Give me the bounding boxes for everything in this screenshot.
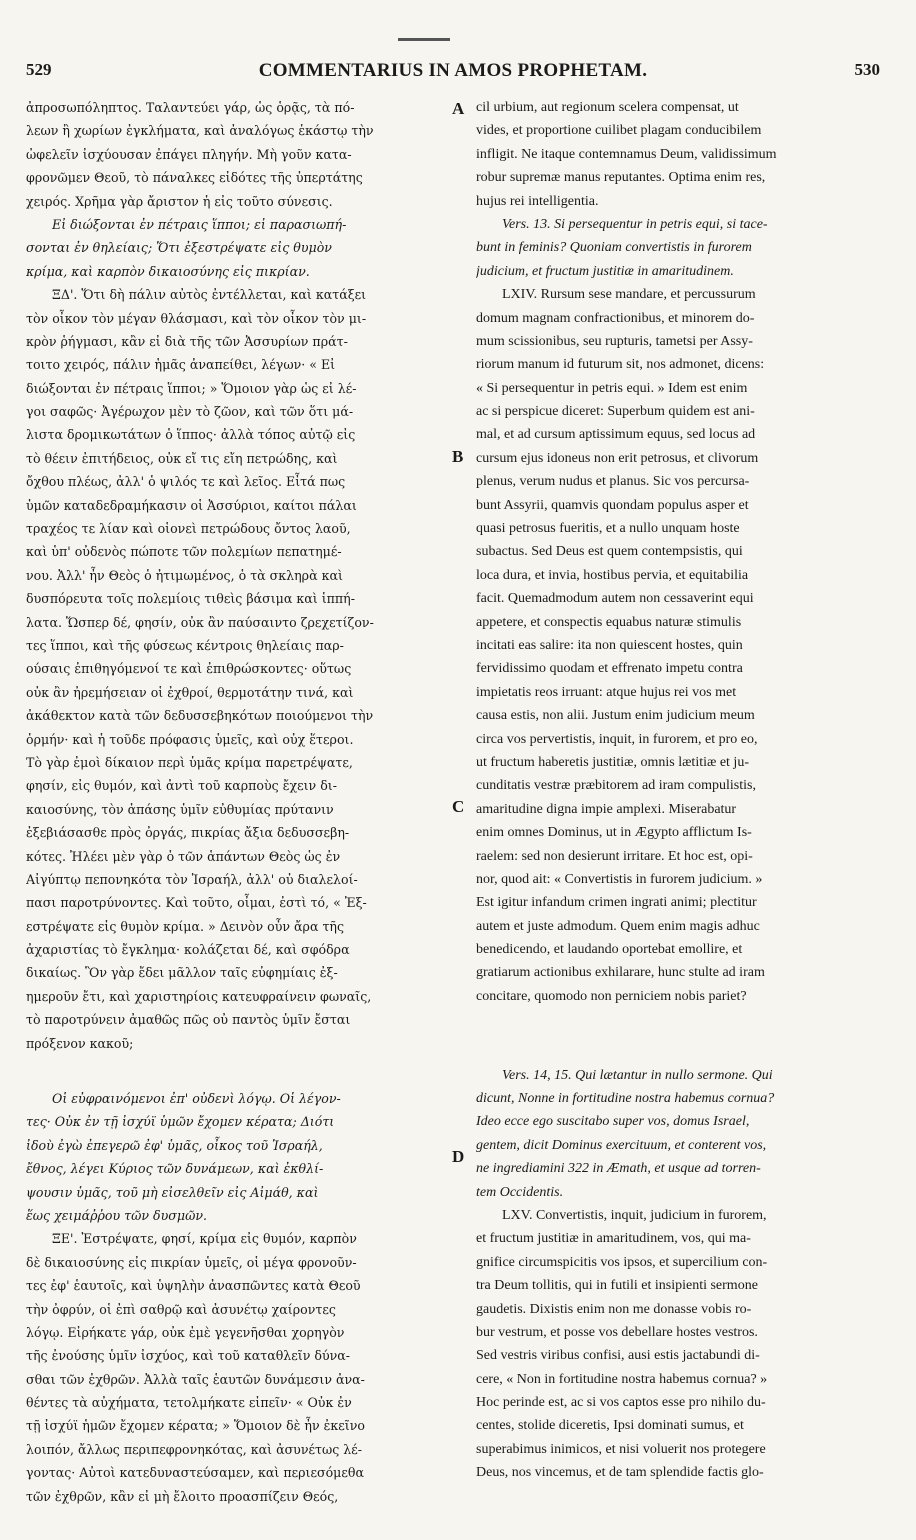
- page-number-left: 529: [26, 60, 52, 79]
- greek-text-line: τὸ παροτρύνειν ἀμαθῶς πῶς οὐ παντὸς ὑμῖν ἔσται: [26, 1012, 351, 1028]
- greek-text-line: τὴν ὀφρύν, οἱ ἐπὶ σαθρῷ καὶ ἀσυνέτῳ χαίροντες: [26, 1301, 336, 1317]
- running-header: [26, 60, 880, 86]
- latin-text-line: cursum ejus idoneus non erit petrosus, et clivorum: [476, 450, 759, 466]
- greek-text-line: λιστα δρομικωτάτων ὁ ἵππος· ἀλλὰ τόπος αὐτῷ εἰς: [26, 427, 356, 443]
- greek-text-line: τῶν ἐχθρῶν, κἂν εἰ μὴ ἔλοιτο προασπίζειν Θεός,: [26, 1488, 339, 1504]
- latin-text-line: impietatis reos irruant: atque hujus rei vos met: [476, 684, 737, 700]
- latin-text-line: quasi petrosus fueritis, et a nullo unquam hoste: [476, 521, 740, 537]
- page-number-right: 530: [854, 60, 880, 79]
- latin-text-line: circa vos pervertistis, inquit, in furorem, et pro eo,: [476, 731, 758, 747]
- latin-text-line: Est igitur infandum crimen ingrati animi; plectitur: [476, 895, 757, 911]
- latin-text-line: vides, et proportione cuilibet plagam conducibilem: [476, 123, 762, 139]
- greek-text-line: χειρός. Χρῆμα γὰρ ἄριστον ἡ εἰς τοῦτο σύνεσις.: [26, 193, 333, 209]
- greek-text-line: δικαίως. Ὃν γὰρ ἔδει μᾶλλον ταῖς εὐφημίαις ἐξ-: [26, 965, 338, 981]
- latin-text-line: gentem, dicit Dominus exercituum, et conterent vos,: [476, 1137, 767, 1153]
- latin-text-line: causa estis, non alii. Justum enim judicium meum: [476, 708, 755, 724]
- greek-text-line: κρὸν ῥήγμασι, κἂν εἰ διὰ τῆς τῶν Ἀσσυρίων πράτ-: [26, 333, 348, 349]
- greek-text-line: γοντας· Αὐτοὶ κατεδυναστεύσαμεν, καὶ περιεσόμεθα: [26, 1465, 364, 1481]
- latin-text-line: et fructum justitiæ in amaritudinem, vos, qui ma-: [476, 1231, 751, 1247]
- latin-text-line: LXIV. Rursum sese mandare, et percussurum: [502, 287, 756, 303]
- latin-text-line: gratiarum actionibus exhilarare, hunc stulte ad iram: [476, 965, 765, 981]
- greek-text-line: τῇ ἰσχύϊ ἡμῶν ἔχομεν κέρατα; » Ὅμοιον δὲ ἦν ἐκεῖνο: [26, 1418, 365, 1434]
- greek-text-line: εστρέψατε εἰς θυμὸν κρίμα. » Δεινὸν οὖν ἄρα τῆς: [26, 918, 345, 934]
- latin-text-line: enim omnes Dominus, ut in Ægypto afflictum Is-: [476, 825, 752, 841]
- greek-text-line: ἔθνος, λέγει Κύριος τῶν δυνάμεων, καὶ ἐκθλί-: [26, 1161, 324, 1177]
- greek-text-line: ούσαις ἐπιθηγόμενοί τε καὶ ἐπιθρώσκοντες· οὕτως: [26, 661, 352, 677]
- greek-text-line: δυσπόρευτα τοῖς πολεμίοις τιθεὶς βάσιμα καὶ ἱππή-: [26, 591, 355, 607]
- latin-text-line: Vers. 13. Si persequentur in petris equi, si tace-: [502, 216, 768, 232]
- greek-text-line: διώξονται ἐν πέτραις ἵπποι; » Ὅμοιον γὰρ ὡς εἰ λέ-: [26, 380, 357, 396]
- latin-text-line: Ideo ecce ego suscitabo super vos, domus Israel,: [476, 1114, 750, 1130]
- greek-text-line: κρίμα, καὶ καρπὸν δικαιοσύνης εἰς πικρίαν.: [26, 263, 310, 279]
- latin-gap: [476, 1032, 880, 1064]
- greek-text-line: πασι παροτρύνοντες. Καὶ τοῦτο, οἶμαι, ἐστὶ τό, « Ἐξ-: [26, 895, 367, 911]
- margin-marker-d: D: [452, 1147, 465, 1166]
- latin-text-line: loca dura, et invia, hostibus pervia, et equitabilia: [476, 567, 749, 583]
- latin-text-line: Deus, nos vincemus, et de tam splendide factis glo-: [476, 1465, 764, 1481]
- greek-text-line: κότες. Ἠλέει μὲν γὰρ ὁ τῶν ἁπάντων Θεὸς ὡς ἐν: [26, 848, 341, 864]
- latin-blank-line: [476, 1008, 880, 1031]
- greek-text-line: τες· Οὐκ ἐν τῇ ἰσχύϊ ὑμῶν ἔχομεν κέρατα; Διότι: [26, 1114, 335, 1130]
- latin-text-line: tra Deum tollitis, qui in futili et insipienti sermone: [476, 1278, 758, 1294]
- latin-text-line: facit. Quemadmodum autem non cessaverint equi: [476, 591, 754, 607]
- latin-text-line: fervidissimo quodam et effrenato impetu contra: [476, 661, 743, 677]
- latin-text-line: tem Occidentis.: [476, 1184, 564, 1200]
- top-rule-mark: [398, 38, 450, 41]
- greek-text-line: θέντες τὰ αὐχήματα, τετολμήκατε εἰπεῖν· « Οὐκ ἐν: [26, 1395, 352, 1411]
- greek-text-line: τοιτο χειρός, πάλιν ἡμᾶς ἀναπείθει, λέγων· « Εἰ: [26, 357, 336, 373]
- greek-text-line: Εἰ διώξονται ἐν πέτραις ἵπποι; εἰ παρασιωπή-: [52, 216, 347, 232]
- greek-text-line: ΞΔ'. Ὅτι δὴ πάλιν αὐτὸς ἐντέλλεται, καὶ κατάξει: [52, 287, 367, 303]
- greek-text-line: Οἱ εὐφραινόμενοι ἐπ' οὐδενὶ λόγῳ. Οἱ λέγον-: [52, 1091, 341, 1107]
- latin-text-line: bur vestrum, et posse vos debellare hostes vestros.: [476, 1324, 758, 1340]
- latin-text-line: subactus. Sed Deus est quem contempsistis, qui: [476, 544, 743, 560]
- greek-text-line: φρονῶμεν Θεοῦ, τὸ πάναλκες εἰδότες τῆς ὑπερτάτης: [26, 170, 363, 186]
- latin-text-line: cere, « Non in fortitudine nostra habemus cornua? »: [476, 1371, 768, 1387]
- greek-column: [26, 96, 465, 1508]
- latin-text-line: gaudetis. Dixistis enim non me donasse vobis ro-: [476, 1301, 752, 1317]
- greek-text-line: ὑμῶν καταδεδραμήκασιν οἱ Ἀσσύριοι, καίτοι πάλαι: [26, 497, 357, 513]
- greek-text-line: ημεροῦν ἔτι, καὶ χαριστηρίοις κατευφραίνειν φωναῖς,: [26, 988, 372, 1004]
- latin-text-line: bunt Assyrii, quamvis quondam populus asper et: [476, 497, 749, 513]
- latin-text-line: superabimus inimicos, et nisi voluerit nos protegere: [476, 1441, 766, 1457]
- greek-text-line: τὸν οἶκον τὸν μέγαν θλάσμασι, καὶ τὸν οἶκον τὸν μι-: [26, 310, 367, 326]
- greek-text-line: τῆς ἐνούσης ὑμῖν ἰσχύος, καὶ τοῦ καταθλεῖν δύνα-: [26, 1348, 351, 1364]
- margin-marker-b: B: [452, 447, 464, 466]
- greek-text-line: Αἰγύπτῳ πεπονηκότα τὸν Ἰσραήλ, ἀλλ' οὐ διαλελοί-: [26, 871, 358, 887]
- latin-text-line: mum scissionibus, seu rupturis, tametsi per Assy-: [476, 333, 753, 349]
- latin-text-line: judicium, et fructum justitiæ in amaritudinem.: [476, 263, 734, 279]
- latin-text-line: bunt in feminis? Quoniam convertistis in furorem: [476, 240, 752, 256]
- latin-text-line: cunditatis vestræ præbitorem ad iram compulistis,: [476, 778, 756, 794]
- latin-text-line: dicunt, Nonne in fortitudine nostra habemus cornua?: [476, 1091, 775, 1107]
- latin-text-line: concitare, quomodo non perniciem nobis pariet?: [476, 988, 747, 1004]
- latin-text-line: ne ingrediamini 322 in Æmath, et usque ad torren-: [476, 1161, 761, 1177]
- latin-text-line: cil urbium, aut regionum scelera compensat, ut: [476, 100, 739, 115]
- latin-text-line: domum magnam confractionibus, et minorem do-: [476, 310, 755, 326]
- latin-text-line: Sed vestris viribus confisi, ausi estis jactabundi di-: [476, 1348, 760, 1364]
- greek-gap: [26, 1055, 462, 1087]
- greek-text-line: δὲ δικαιοσύνης εἰς πικρίαν ὑμεῖς, οἱ μέγα φρονοῦν-: [26, 1254, 357, 1270]
- greek-text-line: ἐξεβιάσασθε πρὸς ὀργάς, πικρίας ἄξια δεδυσσεβη-: [26, 825, 350, 841]
- greek-text-line: σθαι τῶν ἐχθρῶν. Ἀλλὰ ταῖς ἑαυτῶν δυνάμεσιν ἀνα-: [26, 1371, 365, 1387]
- greek-text-line: τὸ θέειν ἐπιτήδειος, οὐκ εἴ τις εἴη πετρώδης, καὶ: [26, 450, 338, 466]
- greek-text-line: ἀχαριστίας τὸ ἔγκλημα· κολάζεται δέ, καὶ σφόδρα: [26, 942, 350, 958]
- latin-text-line: gnifice circumspicitis vos ipsos, et supercilium con-: [476, 1254, 768, 1270]
- greek-text-line: καιοσύνης, τὸν ἁπάσης ὑμῖν εὐθυμίας πρύτανιν: [26, 801, 334, 817]
- latin-text-line: raelem: sed non desierunt irritare. Et hoc est, opi-: [476, 848, 753, 864]
- latin-text-line: ut fructum haberetis justitiæ, omnis lætitiæ et ju-: [476, 754, 749, 770]
- latin-text-line: incitati eas salire: ita non quiescent hostes, quin: [476, 637, 743, 653]
- latin-text-line: appetere, et conspectis equabus naturæ stimulis: [476, 614, 742, 630]
- greek-text-line: ΞΕ'. Ἐστρέψατε, φησί, κρίμα εἰς θυμόν, καρπὸν: [52, 1231, 357, 1247]
- latin-text-line: ac si perspicue diceret: Superbum quidem est ani-: [476, 404, 755, 420]
- greek-text-line: λεων ἢ χωρίων ἐγκλήματα, καὶ ἀναλόγως ἑκάστῳ τὴν: [26, 123, 374, 139]
- greek-text-line: πρόξενον κακοῦ;: [26, 1035, 134, 1051]
- greek-text-line: ἕως χειμάῤῥου τῶν δυσμῶν.: [26, 1207, 207, 1223]
- greek-text-line: ὄχθου πλέως, ἀλλ' ὁ ψιλός τε καὶ λεῖος. Εἶτά πως: [26, 474, 346, 490]
- greek-text-line: γοι σαφῶς· Ἀγέρωχον μὲν τὸ ζῶον, καὶ τῶν ὅτι μά-: [26, 404, 354, 420]
- greek-text-line: λατα. Ὥσπερ δέ, φησίν, οὐκ ἂν παύσαιντο ζρεχετίζον-: [26, 614, 374, 630]
- greek-text-line: τες ἵπποι, καὶ τῆς φύσεως κέντροις θηλείαις παρ-: [26, 637, 344, 653]
- greek-text-line: ὁρμήν· καὶ ἡ τοῦδε πρόφασις ὑμεῖς, καὶ οὐχ ἕτεροι.: [26, 731, 354, 747]
- latin-text-line: nor, quod ait: « Convertistis in furorem judicium. »: [476, 871, 763, 887]
- greek-text-line: λοιπόν, ἄλλως περιπεφρονηκότας, καὶ ἀσυνέτως λέ-: [26, 1441, 363, 1457]
- greek-text-line: σονται ἐν θηλείαις; Ὅτι ἐξεστρέψατε εἰς θυμὸν: [26, 240, 332, 256]
- greek-text-line: ἀκάθεκτον κατὰ τῶν δεδυσσεβηκότων ποιούμενοι τὴν: [26, 708, 374, 724]
- latin-text-line: robur supremæ manus reputantes. Optima enim res,: [476, 170, 766, 186]
- latin-text-line: autem et juste admodum. Quem enim magis adhuc: [476, 918, 760, 934]
- greek-text-line: τες ἐφ' ἑαυτοῖς, καὶ ὑψηλὴν ἀνασπῶντες κατὰ Θεοῦ: [26, 1278, 361, 1294]
- greek-text-line: τραχέος τε λίαν καὶ οἱονεὶ πετρώδους ὄντος λαοῦ,: [26, 521, 351, 537]
- latin-text-line: LXV. Convertistis, inquit, judicium in furorem,: [502, 1207, 767, 1223]
- greek-text-line: Τὸ γὰρ ἐμοὶ δίκαιον περὶ ὑμᾶς κρίμα παρετρέψατε,: [26, 754, 353, 770]
- latin-text-line: amaritudine digna impie amplexi. Miserabatur: [476, 801, 737, 817]
- latin-text-line: mal, et ad cursum aptissimum equus, sed locus ad: [476, 427, 756, 443]
- latin-text-line: infligit. Ne itaque contemnamus Deum, validissimum: [476, 146, 777, 162]
- greek-text-line: λόγῳ. Εἰρήκατε γάρ, οὐκ ἐμὲ γεγενῆσθαι χορηγὸν: [26, 1324, 345, 1340]
- latin-text-line: « Si persequentur in petris equi. » Idem est enim: [476, 380, 748, 396]
- latin-text-line: plenus, verum nudus et planus. Sic vos percursa-: [476, 474, 750, 490]
- margin-marker-a: A: [452, 99, 465, 118]
- greek-text-line: ψουσιν ὑμᾶς, τοῦ μὴ εἰσελθεῖν εἰς Αἰμάθ, καὶ: [26, 1184, 319, 1200]
- greek-text-line: φησίν, εἰς θυμόν, καὶ ἀντὶ τοῦ καρποὺς ἔχειν δι-: [26, 778, 337, 794]
- latin-text-line: Hoc perinde est, ac si vos captos esse pro nihilo du-: [476, 1395, 766, 1411]
- margin-marker-c: C: [452, 797, 465, 816]
- greek-text-line: καὶ ὑπ' οὐδενὸς πώποτε τῶν πολεμίων πεπατημέ-: [26, 544, 342, 560]
- greek-text-line: νου. Ἀλλ' ἦν Θεὸς ὁ ἠτιμωμένος, ὁ τὰ σκληρὰ καὶ: [26, 567, 343, 583]
- latin-text-line: centes, stolide diceretis, Ipsi dominati sumus, et: [476, 1418, 744, 1434]
- greek-text-line: ἀπροσωπόληπτος. Ταλαντεύει γάρ, ὡς ὁρᾷς, τὰ πό-: [26, 100, 355, 115]
- latin-text-line: hujus rei intelligentia.: [476, 193, 599, 209]
- greek-text-line: ἰδοὺ ἐγὼ ἐπεγερῶ ἐφ' ὑμᾶς, οἶκος τοῦ Ἰσραήλ,: [26, 1137, 323, 1153]
- latin-text-line: Vers. 14, 15. Qui lætantur in nullo sermone. Qui: [502, 1067, 773, 1083]
- greek-text-line: ὠφελεῖν ἰσχύουσαν ἐπάγει πληγήν. Μὴ γοῦν κατα-: [26, 146, 352, 162]
- latin-text-line: riorum manum id futurum sit, nos admonet, dicens:: [476, 357, 765, 373]
- latin-column: [476, 96, 880, 1485]
- greek-text-line: οὐκ ἂν ἠρεμήσειαν οἱ ἐχθροί, θερμοτάτην τινά, καὶ: [26, 684, 354, 700]
- running-title: COMMENTARIUS IN AMOS PROPHETAM.: [258, 60, 648, 81]
- latin-text-line: benedicendo, et laudando oportebat emollire, et: [476, 942, 743, 958]
